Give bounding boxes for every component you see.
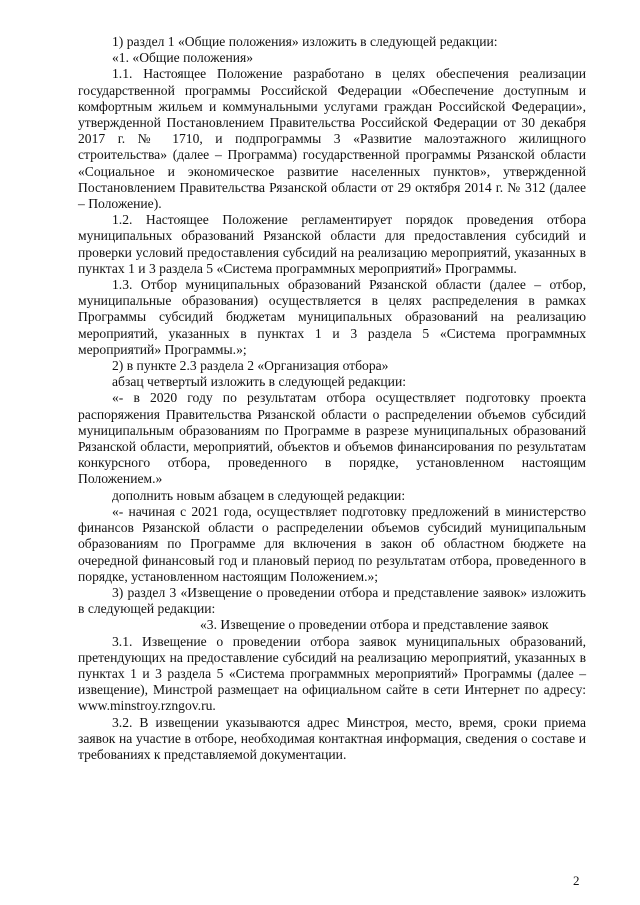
paragraph-3-2: 3.2. В извещении указываются адрес Минстроя, место, время, сроки приема заявок на участие в отборе, необходимая контактная информация, сведения о составе и требованиях к представляемой документации. <box>78 714 586 762</box>
section-3-title: «3. Извещение о проведении отбора и представление заявок <box>200 617 549 633</box>
paragraph-1-3: 1.3. Отбор муниципальных образований Рязанской области (далее – отбор, муниципальные образования) осуществляется в целях распределения в рамках Программы субсидий бюджетам муниципальных образований на реализацию мероприятий, указанных в пунктах 1 и 3 раздела 5 «Система программных мероприятий» Программы.»; <box>78 277 586 357</box>
document-body <box>78 34 586 763</box>
item-1-heading: 1) раздел 1 «Общие положения» изложить в следующей редакции: <box>112 34 498 49</box>
item-2-instruction: абзац четвертый изложить в следующей редакции: <box>112 374 407 390</box>
paragraph-1-2: 1.2. Настоящее Положение регламентирует порядок проведения отбора муниципальных образований Рязанской области для предоставления субсидий и проверки условий предоставления субсидий на реализацию мероприятий, указанных в пунктах 1 и 3 раздела 5 «Система программных мероприятий» Программы. <box>78 212 586 276</box>
page-number: 2 <box>573 873 580 888</box>
paragraph-2020: «- в 2020 году по результатам отбора осуществляет подготовку проекта распоряжения Правительства Рязанской области о распределении объемов субсидий муниципальным образованиям по Программе в разрезе муниципальных образований Рязанской области, мероприятий, объектов и объемов финансирования по результатам конкурсного отбора, проведенного в порядке, установленном настоящим Положением.» <box>78 390 586 487</box>
paragraph-3-1: 3.1. Извещение о проведении отбора заявок муниципальных образований, претендующих на предоставление субсидий на реализацию мероприятий, указанных в пунктах 1 и 3 раздела 5 «Система программных мероприятий» Программы (далее – извещение), Минстрой размещает на официальном сайте в сети Интернет по адресу: www.minstroy.rzngov.ru. <box>78 633 586 714</box>
paragraph-1-1: 1.1. Настоящее Положение разработано в целях обеспечения реализации государственной программы Российской Федерации «Обеспечение доступным и комфортным жильем и коммунальными услугами граждан Российской Федерации», утвержденной Постановлением Правительства Российской Федерации от 30 декабря 2017 г. № 1710, и подпрограммы 3 «Развитие малоэтажного жилищного строительства» (далее – Программа) государственной программы Рязанской области «Социальное и экономическое развитие населенных пунктов», утвержденной Постановлением Правительства Рязанской области от 29 октября 2014 г. № 312 (далее – Положение). <box>78 66 586 212</box>
item-2-heading: 2) в пункте 2.3 раздела 2 «Организация отбора» <box>112 358 389 374</box>
section-1-title: «1. «Общие положения» <box>112 50 254 66</box>
add-paragraph-instruction: дополнить новым абзацем в следующей редакции: <box>112 487 406 503</box>
paragraph-2021: «- начиная с 2021 года, осуществляет подготовку предложений в министерство финансов Рязанской области о распределении объемов субсидий муниципальным образованиям по Программе для включения в закон об областном бюджете на очередной финансовый год и плановый период по результатам отбора, проведенного в порядке, установленном настоящим Положением.»; <box>78 503 586 584</box>
item-3-heading: 3) раздел 3 «Извещение о проведении отбора и представление заявок» изложить в следующей редакции: <box>78 584 586 617</box>
